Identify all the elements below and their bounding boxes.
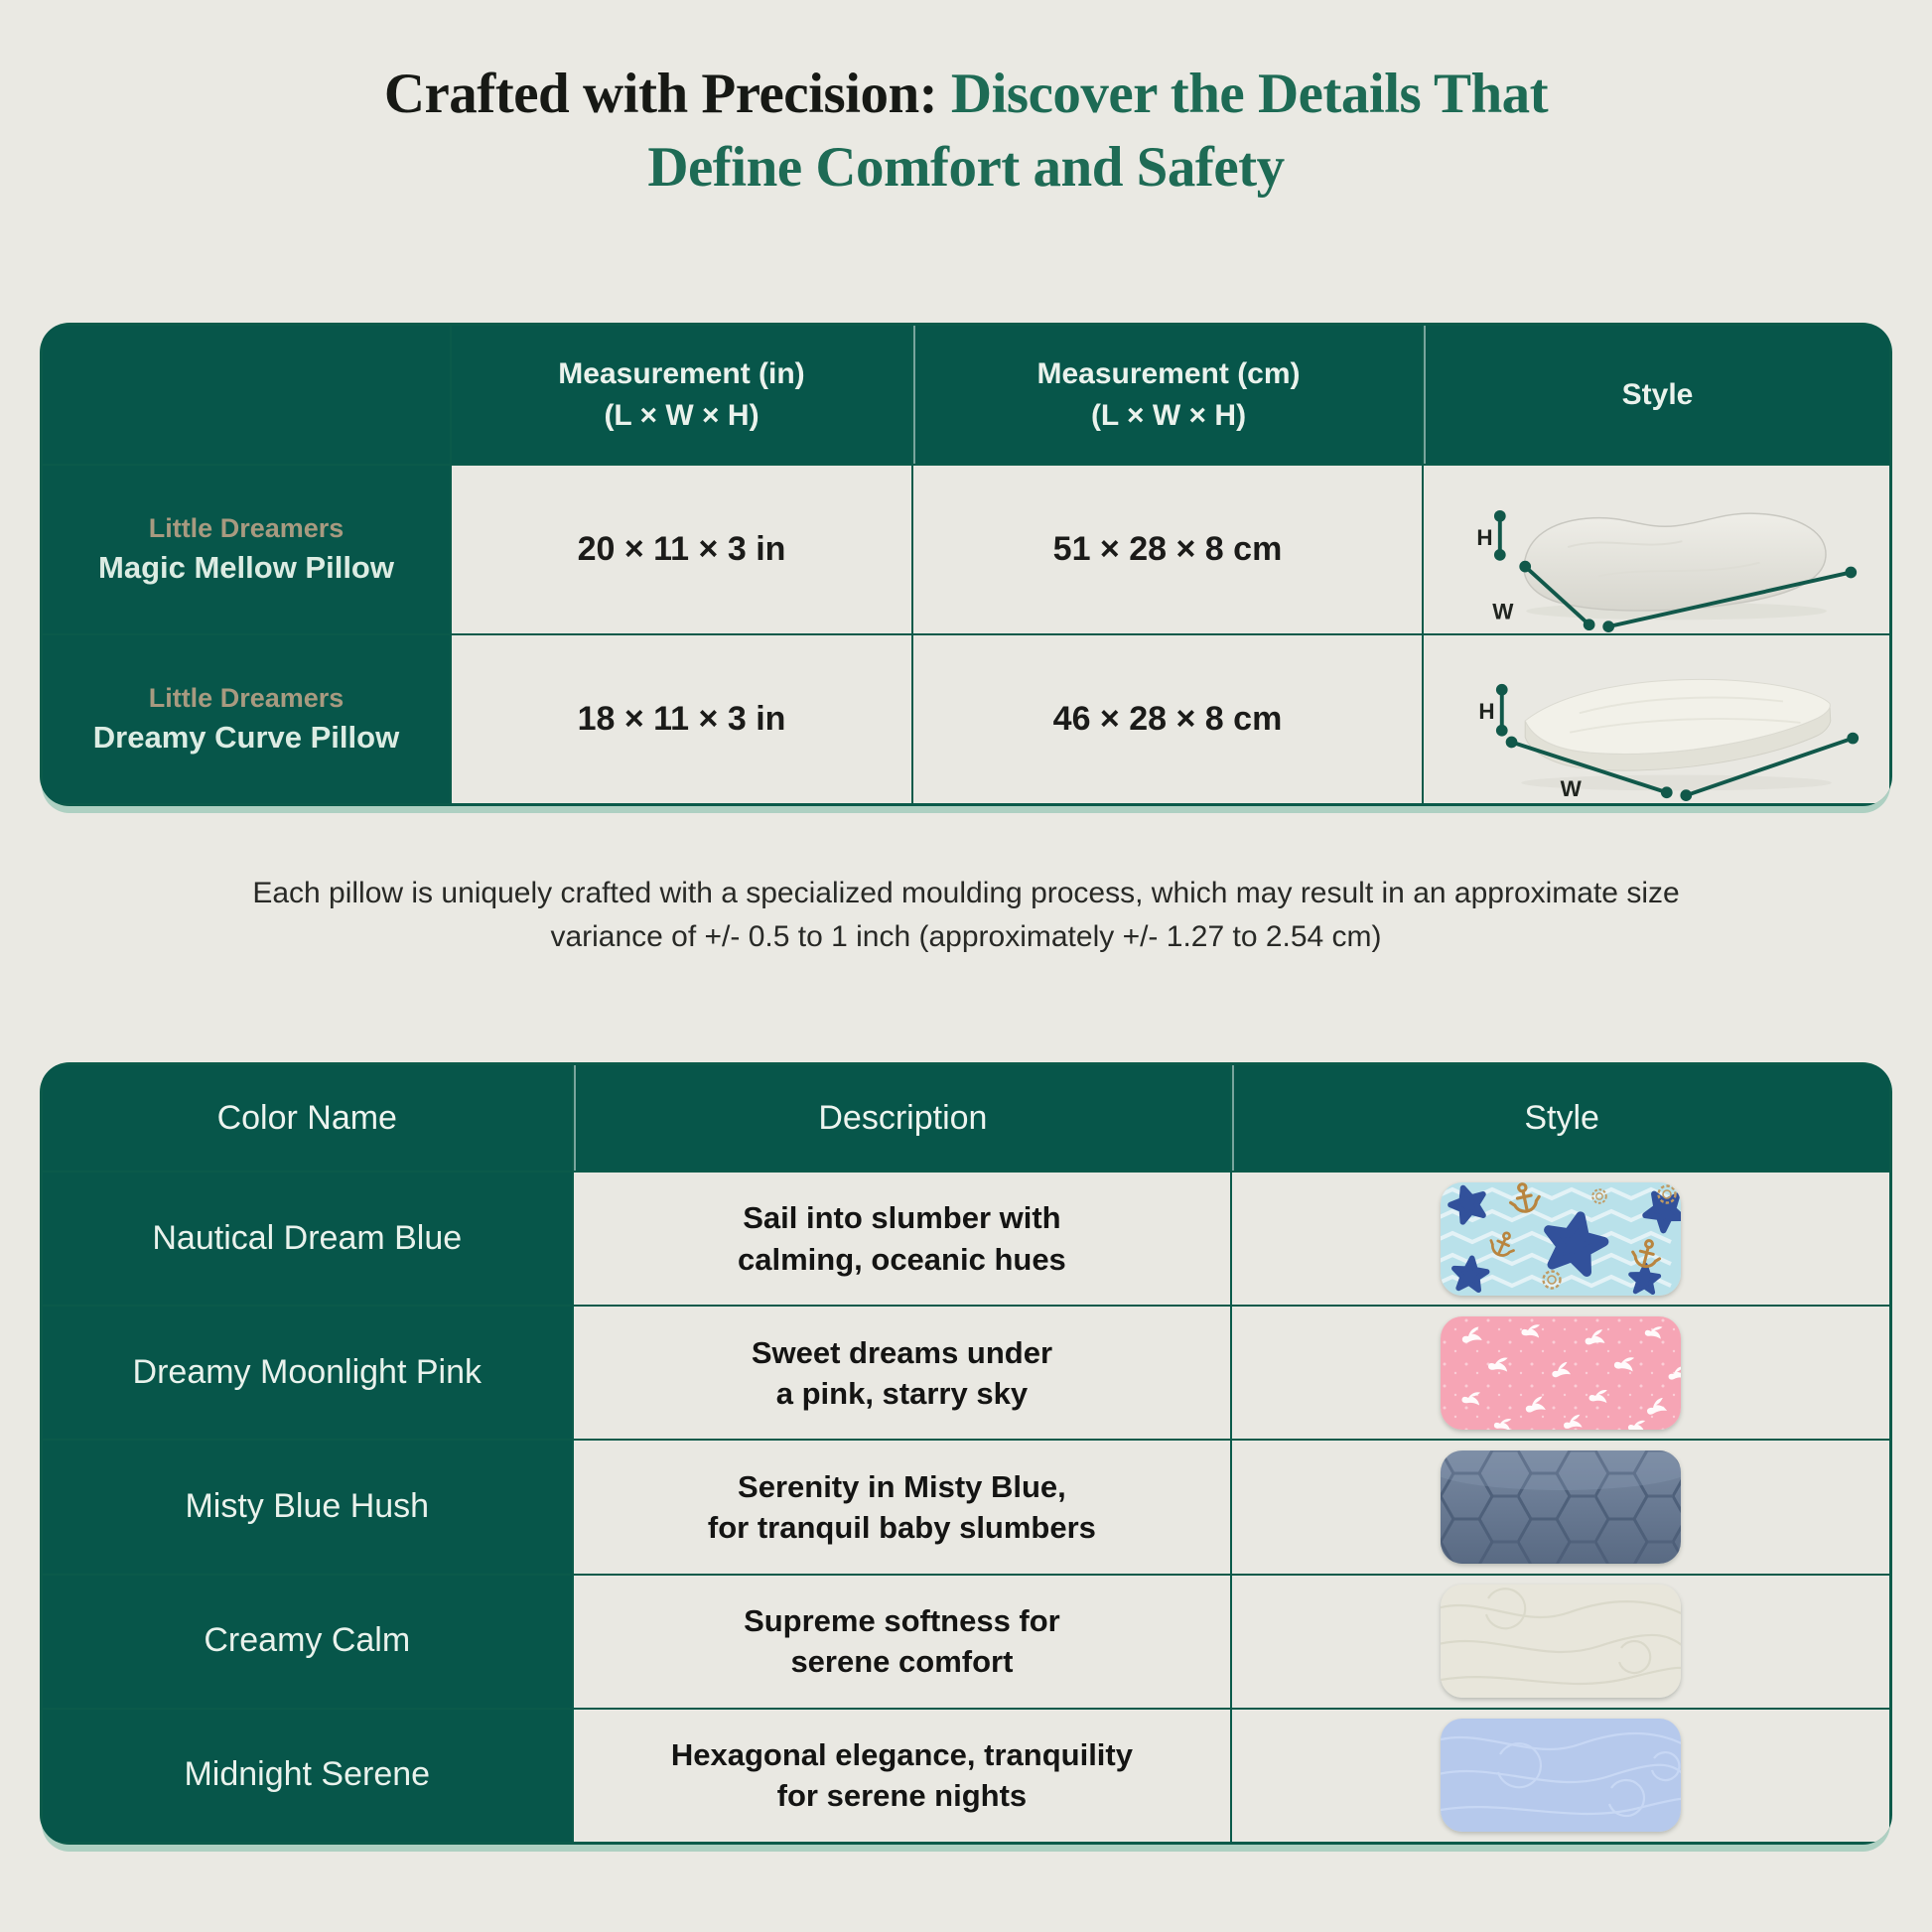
product-label: Dreamy Curve Pillow: [92, 720, 400, 756]
color-style-nautical-dream-blue: [1232, 1173, 1889, 1305]
product-name-magic-mellow: [43, 466, 450, 633]
size-header-blank: [43, 326, 450, 464]
color-name-nautical-dream-blue: Nautical Dream Blue: [43, 1173, 572, 1305]
size-header-inches: [452, 326, 911, 464]
magic-mellow-inches: 20 × 11 × 3 in: [452, 466, 911, 633]
product-label: Magic Mellow Pillow: [98, 550, 394, 586]
brand-label: Little Dreamers: [148, 682, 345, 713]
color-header-style: Style: [1232, 1065, 1889, 1171]
color-name-misty-blue-hush: Misty Blue Hush: [43, 1441, 572, 1573]
color-desc-creamy-calm: Supreme softness for serene comfort: [574, 1576, 1231, 1708]
title-green-part-line2: Define Comfort and Safety: [647, 136, 1285, 200]
size-variance-note: [0, 872, 1932, 958]
midnight-serene-swatch: [1441, 1719, 1681, 1832]
color-table: [40, 1062, 1892, 1845]
color-desc-midnight-serene: Hexagonal elegance, tranquility for serene nights: [574, 1710, 1231, 1842]
size-header-style: Style: [1424, 326, 1889, 464]
dreamy-curve-cm: 46 × 28 × 8 cm: [913, 635, 1422, 803]
size-header-inches-line2: (L × W × H): [604, 398, 759, 432]
color-name-creamy-calm: Creamy Calm: [43, 1576, 572, 1708]
dreamy-curve-style-cell: [1424, 635, 1889, 803]
creamy-calm-swatch: [1441, 1585, 1681, 1698]
magic-mellow-cm: 51 × 28 × 8 cm: [913, 466, 1422, 633]
title-dark-part: Crafted with Precision:: [383, 63, 951, 125]
page-title: [0, 0, 1932, 205]
color-style-midnight-serene: [1232, 1710, 1889, 1842]
title-green-part-line1: Discover the Details That: [950, 63, 1549, 125]
size-table: [40, 323, 1892, 806]
height-dimension-label: H: [1475, 524, 1493, 550]
color-name-midnight-serene: Midnight Serene: [43, 1710, 572, 1842]
magic-mellow-style-cell: [1424, 466, 1889, 633]
dreamy-curve-inches: 18 × 11 × 3 in: [452, 635, 911, 803]
color-style-dreamy-moonlight-pink: [1232, 1307, 1889, 1439]
color-header-description: Description: [574, 1065, 1231, 1171]
color-desc-misty-blue-hush: Serenity in Misty Blue, for tranquil baby slumbers: [574, 1441, 1231, 1573]
width-dimension-label: W: [1560, 775, 1582, 801]
size-header-cm-line1: Measurement (cm): [1036, 357, 1301, 391]
color-style-creamy-calm: [1232, 1576, 1889, 1708]
color-style-misty-blue-hush: [1232, 1441, 1889, 1573]
color-desc-dreamy-moonlight-pink: Sweet dreams under a pink, starry sky: [574, 1307, 1231, 1439]
color-desc-nautical-dream-blue: Sail into slumber with calming, oceanic hues: [574, 1173, 1231, 1305]
flat-pillow-illustration: [1443, 637, 1871, 802]
nautical-dream-blue-swatch: [1441, 1182, 1681, 1296]
color-name-dreamy-moonlight-pink: Dreamy Moonlight Pink: [43, 1307, 572, 1439]
width-dimension-label: W: [1491, 598, 1513, 623]
note-line2: variance of +/- 0.5 to 1 inch (approximately +/- 1.27 to 2.54 cm): [550, 919, 1382, 953]
height-dimension-label: H: [1477, 698, 1495, 724]
dreamy-moonlight-pink-swatch: [1441, 1316, 1681, 1430]
size-header-cm: [913, 326, 1422, 464]
product-name-dreamy-curve: [43, 635, 450, 803]
misty-blue-hush-swatch: [1441, 1450, 1681, 1564]
contour-pillow-body: [1523, 513, 1825, 611]
contour-pillow-illustration: [1443, 468, 1871, 632]
color-header-name: Color Name: [43, 1065, 572, 1171]
brand-label: Little Dreamers: [148, 512, 345, 543]
note-line1: Each pillow is uniquely crafted with a specialized moulding process, which may result in an approximate size: [252, 877, 1680, 909]
size-header-cm-line2: (L × W × H): [1090, 398, 1247, 432]
size-header-inches-line1: Measurement (in): [558, 357, 805, 391]
